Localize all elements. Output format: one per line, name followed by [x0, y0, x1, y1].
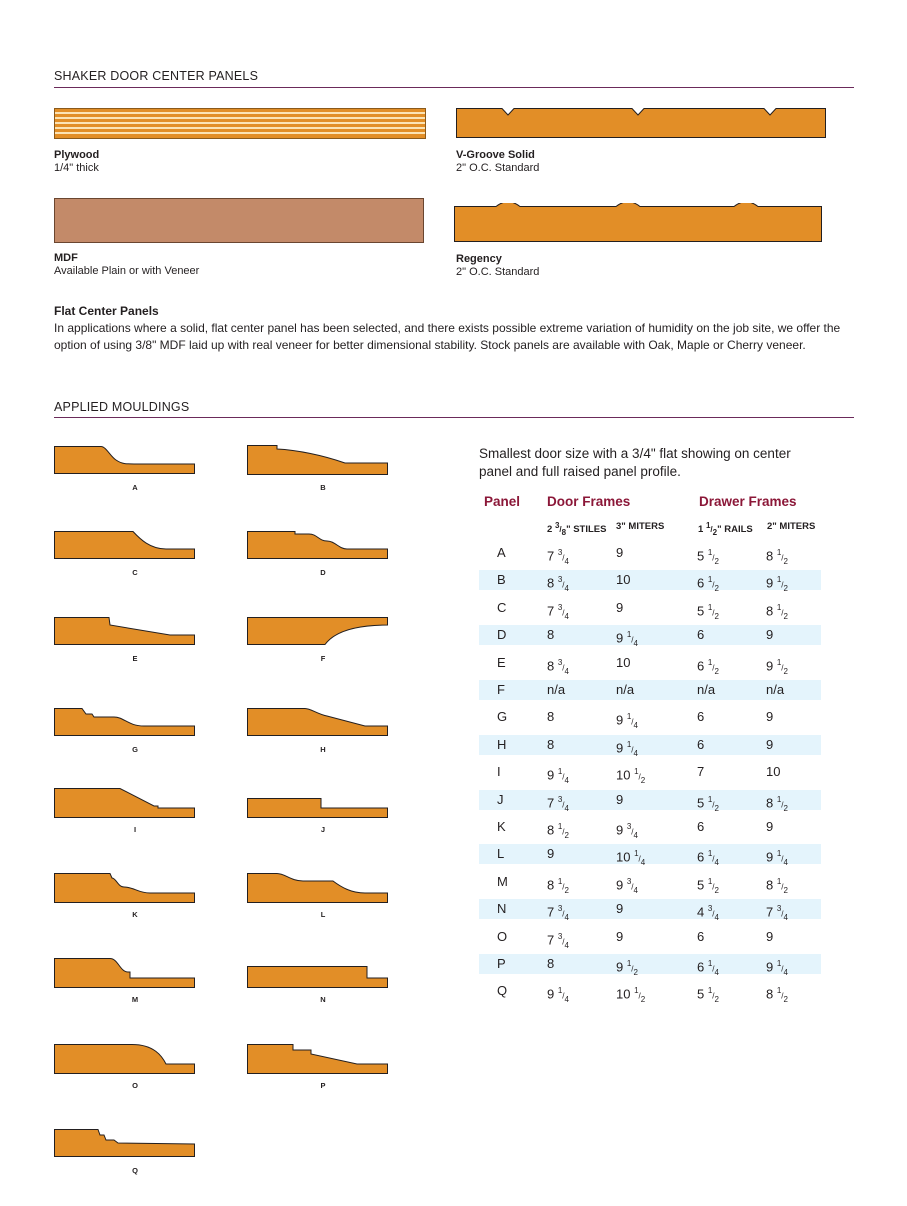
- table-row: [479, 817, 821, 840]
- moulding-label-b: B: [320, 483, 326, 492]
- table-row: [479, 543, 821, 566]
- moulding-label-q: Q: [132, 1166, 138, 1175]
- panel-cell: I: [497, 764, 501, 780]
- moulding-profile-m: [54, 958, 195, 988]
- miters3-cell: 9 $^1/_4$: [616, 739, 638, 758]
- panel-cell: F: [497, 682, 505, 697]
- mdf-panel-graphic: [54, 198, 424, 243]
- table-row: [479, 570, 821, 594]
- panel-cell: B: [497, 572, 506, 588]
- moulding-label-o: O: [132, 1081, 138, 1090]
- rails-cell: 6 $^1/_4$: [697, 849, 719, 868]
- moulding-label-d: D: [320, 568, 326, 577]
- regency-label: [456, 253, 539, 279]
- moulding-profile-b: [247, 445, 388, 475]
- table-row: [479, 680, 821, 700]
- stiles-cell: 7 $^3/_4$: [547, 904, 569, 923]
- stiles-cell: 8 $^3/_4$: [547, 575, 569, 594]
- table-row: [479, 707, 821, 731]
- moulding-profile-c: [54, 531, 195, 559]
- table-row: [479, 927, 821, 950]
- panel-cell: D: [497, 627, 507, 643]
- regency-desc: 2" O.C. Standard: [456, 266, 540, 278]
- stiles-cell: 8: [547, 956, 555, 971]
- table-row: [479, 790, 821, 813]
- miters3-subheader: 3" MITERS: [616, 521, 665, 532]
- panel-cell: P: [497, 956, 506, 971]
- stiles-cell: 8 $^1/_2$: [547, 876, 569, 895]
- table-intro: Smallest door size with a 3/4" flat showing on center panel and full raised panel profile.: [479, 446, 791, 479]
- regency-panel-graphic: [454, 203, 824, 243]
- rails-cell: 5 $^1/_2$: [697, 794, 719, 813]
- section-divider: [54, 87, 854, 88]
- vgroove-desc: 2" O.C. Standard: [456, 162, 540, 174]
- moulding-label-m: M: [131, 995, 139, 1004]
- rails-cell: 6: [697, 928, 705, 944]
- panel-cell: E: [497, 654, 506, 670]
- plywood-desc: 1/4" thick: [54, 162, 99, 174]
- moulding-label-c: C: [132, 568, 138, 577]
- rails-cell: 5 $^1/_2$: [697, 602, 719, 621]
- moulding-label-l: L: [320, 910, 326, 919]
- miters2-subheader: 2" MITERS: [767, 521, 816, 532]
- miters3-cell: 9 $^1/_4$: [616, 630, 638, 649]
- panel-header: Panel: [484, 494, 521, 509]
- moulding-label-h: H: [320, 745, 326, 754]
- miters2-cell: 9: [766, 627, 774, 643]
- stiles-subheader: 2 $^3/_8$" STILES: [547, 521, 607, 538]
- miters3-cell: 9 $^3/_4$: [616, 876, 638, 895]
- rails-cell: n/a: [697, 682, 716, 697]
- panel-cell: O: [497, 928, 508, 944]
- table-row: [479, 598, 821, 621]
- miters2-cell: 9: [766, 736, 774, 752]
- miters2-cell: 8 $^1/_2$: [766, 602, 788, 621]
- miters2-cell: 9: [766, 819, 774, 834]
- regency-name: Regency: [456, 253, 502, 265]
- miters3-cell: 9 $^3/_4$: [616, 822, 638, 840]
- table-row: [479, 899, 821, 923]
- moulding-label-e: E: [132, 654, 138, 663]
- miters2-cell: 8 $^1/_2$: [766, 548, 788, 566]
- miters3-cell: 9: [616, 791, 624, 807]
- miters3-cell: 9: [616, 901, 624, 917]
- miters2-cell: 7 $^3/_4$: [766, 904, 788, 923]
- rails-subheader: 1 $^1/_2$" RAILS: [698, 521, 753, 538]
- flat-panels-body: In applications where a solid, flat center panel has been selected, and there exists possible extreme variation of humidity on the job site, we offer the option of using 3/8" MDF laid up with real veneer for better dimensional stability. Stock panels are available with Oak, Maple or Cherry veneer.: [54, 321, 841, 352]
- stiles-cell: 7 $^3/_4$: [547, 931, 569, 950]
- miters3-cell: 10 $^1/_4$: [616, 849, 646, 868]
- door-frames-header: Door Frames: [547, 494, 631, 509]
- panel-cell: A: [497, 545, 506, 560]
- stiles-cell: 7 $^3/_4$: [547, 602, 569, 621]
- miters3-cell: 9 $^1/_2$: [616, 959, 638, 977]
- plywood-panel-graphic: [54, 108, 426, 139]
- table-row: [479, 981, 821, 1005]
- rails-cell: 6 $^1/_4$: [697, 959, 719, 977]
- moulding-profile-o: [54, 1044, 195, 1074]
- miters3-cell: 10: [616, 654, 631, 670]
- table-row: [479, 872, 821, 895]
- stiles-cell: 8: [547, 736, 555, 752]
- table-row: [479, 625, 821, 649]
- rails-cell: 6 $^1/_2$: [697, 575, 719, 594]
- miters2-cell: 9 $^1/_4$: [766, 849, 788, 868]
- miters3-cell: n/a: [616, 682, 635, 697]
- miters2-cell: 9: [766, 709, 774, 725]
- vgroove-name: V-Groove Solid: [456, 149, 535, 161]
- table-row: [479, 735, 821, 758]
- moulding-label-f: F: [320, 654, 326, 663]
- panel-cell: M: [497, 873, 508, 889]
- miters2-cell: 8 $^1/_2$: [766, 876, 788, 895]
- miters2-cell: 8 $^1/_2$: [766, 986, 788, 1005]
- table-row: [479, 762, 821, 786]
- moulding-profile-l: [247, 873, 388, 903]
- stiles-cell: 8: [547, 709, 555, 725]
- stiles-cell: 9 $^1/_4$: [547, 767, 569, 786]
- rails-cell: 6: [697, 709, 705, 725]
- panel-cell: C: [497, 599, 507, 615]
- section-divider: [54, 417, 854, 418]
- moulding-profile-p: [247, 1044, 388, 1074]
- miters3-cell: 10 $^1/_2$: [616, 767, 646, 786]
- moulding-profile-q: [54, 1129, 195, 1157]
- moulding-label-i: I: [133, 825, 137, 834]
- plywood-name: Plywood: [54, 149, 100, 161]
- moulding-profile-d: [247, 531, 388, 559]
- rails-cell: 6: [697, 736, 705, 752]
- panel-cell: J: [497, 791, 504, 807]
- moulding-profile-n: [247, 966, 388, 988]
- mdf-label: [54, 252, 199, 278]
- miters2-cell: 8 $^1/_2$: [766, 794, 788, 813]
- moulding-label-a: A: [132, 483, 138, 492]
- rails-cell: 5 $^1/_2$: [697, 548, 719, 566]
- rails-cell: 6: [697, 819, 705, 834]
- stiles-cell: 8 $^1/_2$: [547, 822, 569, 840]
- mdf-name: MDF: [54, 252, 78, 264]
- vgroove-panel-graphic: [456, 106, 828, 139]
- plywood-label: [54, 149, 99, 175]
- moulding-profile-h: [247, 708, 388, 736]
- stiles-cell: 8 $^3/_4$: [547, 657, 569, 676]
- moulding-profile-i: [54, 788, 195, 818]
- stiles-cell: 7 $^3/_4$: [547, 794, 569, 813]
- miters3-cell: 9: [616, 599, 624, 615]
- rails-cell: 7: [697, 764, 705, 780]
- miters2-cell: 9 $^1/_2$: [766, 575, 788, 594]
- moulding-profile-g: [54, 708, 195, 736]
- miters3-cell: 9: [616, 545, 624, 560]
- table-row: [479, 653, 821, 676]
- stiles-cell: 8: [547, 627, 555, 643]
- moulding-label-k: K: [132, 910, 138, 919]
- moulding-profile-j: [247, 798, 388, 818]
- stiles-cell: 9 $^1/_4$: [547, 986, 569, 1005]
- moulding-profile-k: [54, 873, 195, 903]
- rails-cell: 5 $^1/_2$: [697, 876, 719, 895]
- miters2-cell: 10: [766, 764, 781, 780]
- miters3-cell: 10: [616, 572, 631, 588]
- miters2-cell: 9: [766, 928, 774, 944]
- moulding-label-j: J: [320, 825, 326, 834]
- moulding-label-p: P: [320, 1081, 326, 1090]
- miters2-cell: n/a: [766, 682, 785, 697]
- panel-cell: H: [497, 736, 507, 752]
- mdf-desc: Available Plain or with Veneer: [54, 265, 200, 277]
- vgroove-label: [456, 149, 539, 175]
- miters3-cell: 10 $^1/_2$: [616, 986, 646, 1005]
- miters3-cell: 9: [616, 928, 624, 944]
- table-row: [479, 954, 821, 977]
- table-row: [479, 844, 821, 868]
- panel-cell: G: [497, 709, 508, 725]
- panel-cell: Q: [497, 983, 508, 999]
- stiles-cell: n/a: [547, 682, 566, 697]
- miters3-cell: 9 $^1/_4$: [616, 712, 638, 731]
- flat-panels-title: Flat Center Panels: [54, 304, 159, 318]
- drawer-frames-header: Drawer Frames: [699, 494, 797, 509]
- miters2-cell: 9 $^1/_2$: [766, 657, 788, 676]
- moulding-label-g: G: [132, 745, 138, 754]
- stiles-cell: 7 $^3/_4$: [547, 548, 569, 566]
- rails-cell: 5 $^1/_2$: [697, 986, 719, 1005]
- panel-cell: K: [497, 819, 506, 834]
- panel-cell: L: [497, 846, 505, 862]
- moulding-profile-f: [247, 617, 388, 645]
- rails-cell: 6: [697, 627, 705, 643]
- stiles-cell: 9: [547, 846, 555, 862]
- rails-cell: 4 $^3/_4$: [697, 904, 719, 923]
- panel-cell: N: [497, 901, 507, 917]
- mouldings-section-title: APPLIED MOULDINGS: [54, 400, 190, 414]
- rails-cell: 6 $^1/_2$: [697, 657, 719, 676]
- miters2-cell: 9 $^1/_4$: [766, 959, 788, 977]
- moulding-label-n: N: [320, 995, 326, 1004]
- moulding-profile-e: [54, 617, 195, 645]
- shaker-section-title: SHAKER DOOR CENTER PANELS: [54, 69, 259, 83]
- moulding-profile-a: [54, 446, 195, 474]
